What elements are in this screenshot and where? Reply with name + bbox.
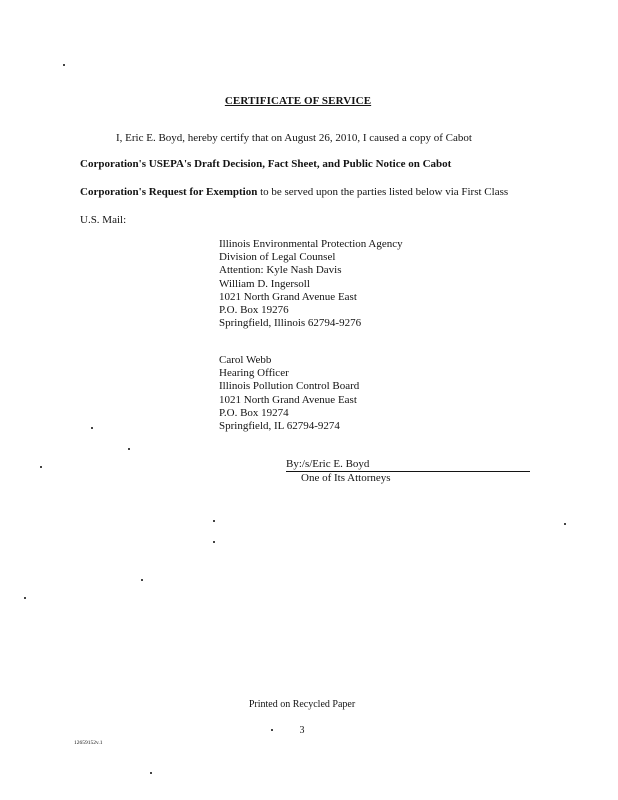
recipient-1-line: William D. Ingersoll (219, 277, 310, 290)
scan-speck (271, 729, 273, 731)
page-number: 3 (299, 725, 305, 736)
scan-speck (40, 466, 42, 468)
recipient-2-line: 1021 North Grand Avenue East (219, 393, 357, 406)
paragraph-line-1: I, Eric E. Boyd, hereby certify that on August 26, 2010, I caused a copy of Cabot (116, 132, 472, 144)
recipient-1-line: Attention: Kyle Nash Davis (219, 264, 342, 277)
recycled-paper-note: Printed on Recycled Paper (248, 699, 356, 710)
recipient-2-line: Illinois Pollution Control Board (219, 380, 360, 393)
paragraph-line-4: U.S. Mail: (80, 214, 127, 226)
scan-speck (91, 427, 93, 429)
signature-line (286, 458, 530, 472)
recipient-2-line: P.O. Box 19274 (219, 406, 289, 419)
signature-role: One of Its Attorneys (301, 472, 391, 484)
paragraph-line-3 (80, 186, 508, 199)
document-id: 12659152v.1 (74, 740, 103, 746)
recipient-1-line: Springfield, Illinois 62794-9276 (219, 317, 362, 330)
certificate-title: CERTIFICATE OF SERVICE (224, 95, 372, 107)
recipient-block-1 (219, 238, 403, 330)
paragraph-line-3-bold: Corporation's Request for Exemption (80, 186, 258, 198)
recipient-2-line: Carol Webb (219, 354, 272, 366)
recipient-1-line: Division of Legal Counsel (219, 251, 336, 264)
recipient-1-line: 1021 North Grand Avenue East (219, 290, 357, 303)
scan-speck (63, 64, 65, 66)
scan-speck (128, 448, 130, 450)
paragraph-line-2: Corporation's USEPA's Draft Decision, Fact Sheet, and Public Notice on Cabot (80, 158, 452, 170)
scan-speck (564, 523, 566, 525)
recipient-1-line: P.O. Box 19276 (219, 304, 289, 317)
signature-by: By:/s/Eric E. Boyd (286, 458, 530, 472)
scan-speck (24, 597, 26, 599)
scan-speck (150, 772, 152, 774)
paragraph-line-3-rest: to be served upon the parties listed below via First Class (257, 186, 509, 198)
recipient-2-line: Springfield, IL 62794-9274 (219, 420, 340, 433)
scan-speck (213, 520, 215, 522)
recipient-1-line: Illinois Environmental Protection Agency (219, 238, 403, 250)
recipient-block-2 (219, 354, 359, 433)
scan-speck (141, 579, 143, 581)
scan-speck (213, 541, 215, 543)
recipient-2-line: Hearing Officer (219, 367, 289, 380)
